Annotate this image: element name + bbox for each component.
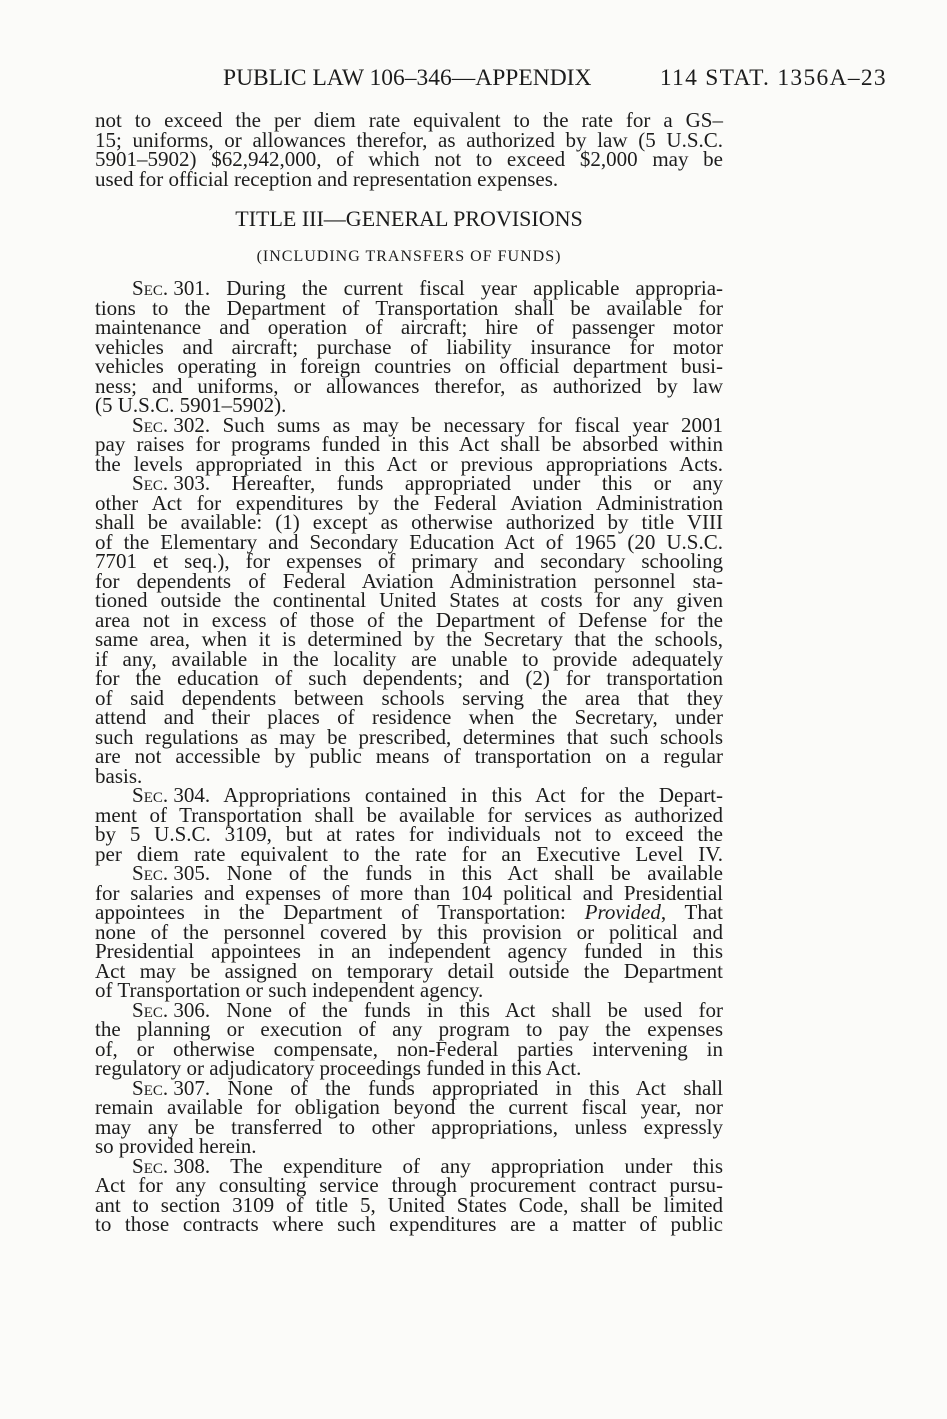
text-segment: None of the funds in this Act shall be used for xyxy=(226,997,724,1022)
text-line: Act may be assigned on temporary detail outside the Department xyxy=(95,958,723,983)
text-line: maintenance and operation of aircraft; hire of passenger motor xyxy=(95,315,723,339)
section-label: Sec. 307. xyxy=(132,1075,211,1100)
text-line: ness; and uniforms, or allowances therefor, as authorized by law xyxy=(95,373,723,398)
subtitle-heading: (INCLUDING TRANSFERS OF FUNDS) xyxy=(256,248,562,265)
text-line: remain available for obligation beyond the current fiscal year, nor xyxy=(95,1095,723,1119)
text-line: the planning or execution of any program to pay the expenses xyxy=(95,1017,723,1041)
section-307 xyxy=(95,1075,724,1158)
italic-proviso: Provided xyxy=(584,900,661,924)
text-line: the levels appropriated in this Act or previous appropriations Acts. xyxy=(95,451,723,476)
text-segment: Appropriations contained in this Act for the Depart- xyxy=(223,783,724,807)
text-segment: Such sums as may be necessary for fiscal year 2001 xyxy=(222,412,723,437)
section-label: Sec. 308. xyxy=(132,1153,211,1178)
text-line: of, or otherwise compensate, non-Federal parties intervening in xyxy=(95,1036,723,1061)
text-line: area not in excess of those of the Department of Defense for the xyxy=(95,607,723,632)
text-line: vehicles operating in foreign countries on official department busi- xyxy=(95,354,723,378)
text-segment: appointees in the Department of Transportation: xyxy=(95,900,566,924)
section-label: Sec. 305. xyxy=(132,861,211,885)
section-label: Sec. 301. xyxy=(132,276,211,300)
section-label: Sec. 303. xyxy=(132,471,211,495)
title-heading: TITLE III—GENERAL PROVISIONS xyxy=(235,206,583,231)
running-head-page-number: 114 STAT. 1356A–23 xyxy=(659,65,887,91)
text-line: basis. xyxy=(95,763,143,788)
text-line: vehicles and aircraft; purchase of liability insurance for motor xyxy=(95,334,723,359)
text-line: other Act for expenditures by the Federal Aviation Administration xyxy=(95,490,723,515)
text-line: pay raises for programs funded in this Act shall be absorbed within xyxy=(95,432,723,456)
text-line: regulatory or adjudicatory proceedings funded in this Act. xyxy=(95,1056,582,1080)
text-line: attend and their places of residence when the Secretary, under xyxy=(95,705,723,729)
running-head-title: PUBLIC LAW 106–346—APPENDIX xyxy=(223,65,592,91)
text-line: 5901–5902) $62,942,000, of which not to exceed $2,000 may be xyxy=(95,147,723,171)
text-line: of Transportation or such independent agency. xyxy=(95,978,484,1002)
section-303 xyxy=(95,471,723,788)
text-segment: Hereafter, funds appropriated under this or any xyxy=(231,471,723,495)
text-line: 15; uniforms, or allowances therefor, as authorized by law (5 U.S.C. xyxy=(95,127,723,152)
text-line: if any, available in the locality are unable to provide adequately xyxy=(95,646,723,671)
section-label: Sec. 302. xyxy=(132,412,211,437)
text-line: not to exceed the per diem rate equivalent to the rate for a GS– xyxy=(95,108,723,132)
section-label: Sec. 304. xyxy=(132,783,211,807)
text-line: of said dependents between schools serving the area that they xyxy=(95,685,723,710)
intro-paragraph xyxy=(95,108,723,191)
text-segment: None of the funds in this Act shall be available xyxy=(226,861,723,885)
text-line: ant to section 3109 of title 5, United States Code, shall be limited xyxy=(95,1192,723,1217)
text-line: to those contracts where such expenditures are a matter of public xyxy=(95,1212,723,1236)
text-line: Act for any consulting service through procurement contract pursu- xyxy=(95,1173,723,1197)
text-segment: , That xyxy=(660,900,723,924)
text-line: for dependents of Federal Aviation Administration personnel sta- xyxy=(95,568,723,593)
section-label: Sec. 306. xyxy=(132,997,211,1022)
text-line: shall be available: (1) except as otherwise authorized by title VIII xyxy=(95,510,723,534)
text-line: same area, when it is determined by the Secretary that the schools, xyxy=(95,627,723,651)
text-line: of the Elementary and Secondary Education Act of 1965 (20 U.S.C. xyxy=(95,529,723,554)
text-line: may any be transferred to other appropriations, unless expressly xyxy=(95,1114,723,1139)
text-line: for the education of such dependents; and (2) for transportation xyxy=(95,666,723,690)
text-line: 7701 et seq.), for expenses of primary and secondary schooling xyxy=(95,549,723,573)
section-306 xyxy=(95,997,724,1080)
text-line: (5 U.S.C. 5901–5902). xyxy=(95,393,287,417)
text-segment: None of the funds appropriated in this Act shall xyxy=(227,1075,724,1100)
text-line: tions to the Department of Transportation shall be available for xyxy=(95,295,723,320)
text-line: for salaries and expenses of more than 104 political and Presidential xyxy=(95,880,723,905)
section-308 xyxy=(95,1153,724,1236)
sections-body xyxy=(95,276,724,1236)
text-line: by 5 U.S.C. 3109, but at rates for individuals not to exceed the xyxy=(95,822,723,846)
text-line: Presidential appointees in an independent agency funded in this xyxy=(95,939,723,963)
text-line: such regulations as may be prescribed, determines that such schools xyxy=(95,724,723,749)
text-line: ment of Transportation shall be available for services as authorized xyxy=(95,802,723,827)
text-line: so provided herein. xyxy=(95,1134,257,1158)
text-line: are not accessible by public means of transportation on a regular xyxy=(95,744,723,768)
section-301 xyxy=(95,276,724,417)
text-segment: During the current fiscal year applicable appropria- xyxy=(226,276,724,300)
text-line: used for official reception and representation expenses. xyxy=(95,166,559,191)
text-line: per diem rate equivalent to the rate for an Executive Level IV. xyxy=(95,841,723,866)
section-302 xyxy=(95,412,723,476)
section-304 xyxy=(95,783,724,866)
text-line: none of the personnel covered by this provision or political and xyxy=(95,919,723,944)
text-line: tioned outside the continental United States at costs for any given xyxy=(95,588,723,612)
text-segment: The expenditure of any appropriation under this xyxy=(230,1153,724,1178)
section-305 xyxy=(95,861,723,1002)
